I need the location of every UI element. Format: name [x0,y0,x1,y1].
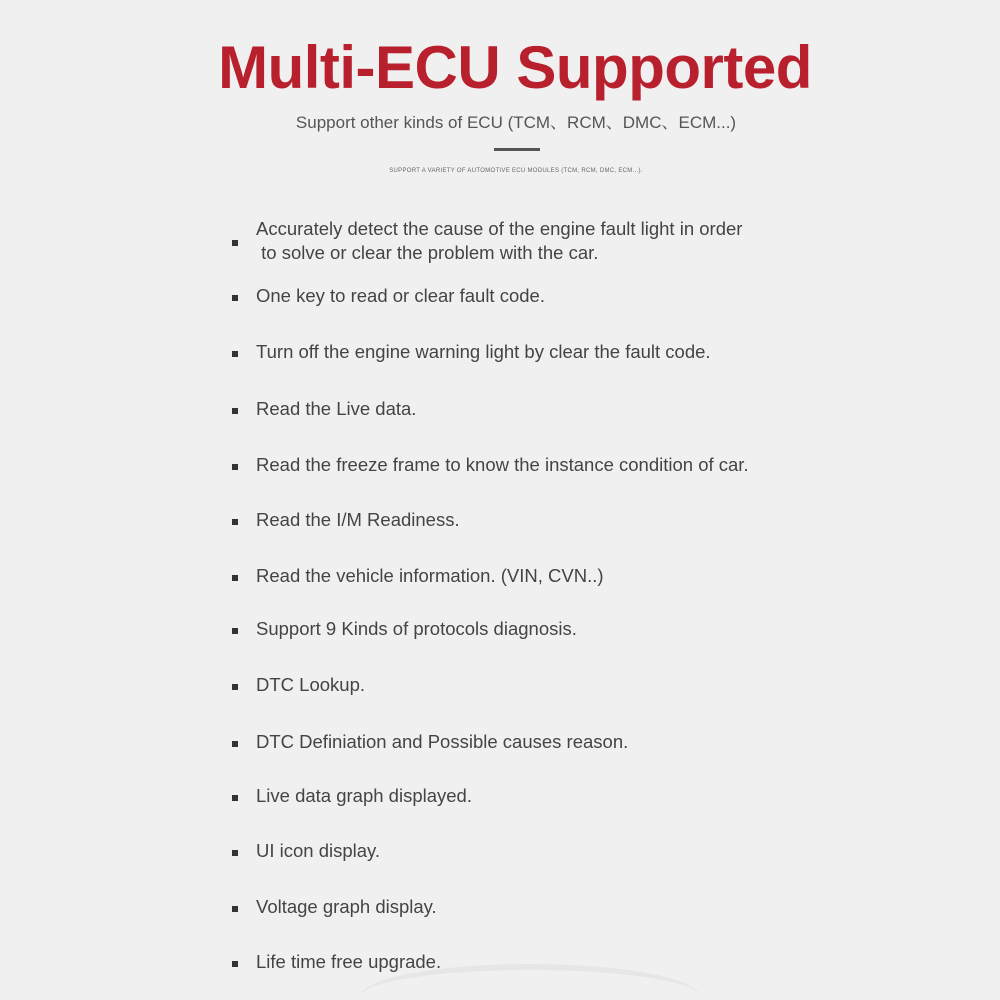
bullet-icon [232,295,238,301]
bullet-icon [232,240,238,246]
feature-text: Support 9 Kinds of protocols diagnosis. [256,618,577,639]
feature-text: Read the I/M Readiness. [256,509,460,530]
feature-text: UI icon display. [256,840,381,861]
small-caption: SUPPORT A VARIETY OF AUTOMOTIVE ECU MODULES (TCM, RCM, DMC, ECM...). [389,168,643,174]
feature-text: Read the Live data. [256,398,417,419]
feature-text: Life time free upgrade. [256,951,442,972]
bullet-icon [232,850,238,856]
feature-text: DTC Lookup. [256,674,365,695]
page-title: Multi-ECU Supported [218,34,812,101]
bullet-icon [232,519,238,525]
bullet-icon [232,575,238,581]
feature-text: Read the vehicle information. (VIN, CVN..) [256,565,604,586]
bullet-icon [232,408,238,414]
feature-text: Accurately detect the cause of the engine fault light in order to solve or clear the problem with the car. [256,218,743,263]
feature-text: Read the freeze frame to know the instance condition of car. [256,454,749,475]
title-divider [494,148,540,151]
bullet-icon [232,464,238,470]
bullet-icon [232,795,238,801]
feature-text: Turn off the engine warning light by clear the fault code. [256,341,711,362]
feature-text: Live data graph displayed. [256,785,472,806]
feature-text: Voltage graph display. [256,896,437,917]
bullet-icon [232,684,238,690]
bullet-icon [232,741,238,747]
feature-text: One key to read or clear fault code. [256,285,545,306]
bullet-icon [232,906,238,912]
page-subtitle: Support other kinds of ECU (TCM、RCM、DMC、ECM...) [295,113,737,132]
bullet-icon [232,628,238,634]
bullet-icon [232,961,238,967]
feature-text: DTC Definiation and Possible causes reason. [256,731,629,752]
bullet-icon [232,351,238,357]
